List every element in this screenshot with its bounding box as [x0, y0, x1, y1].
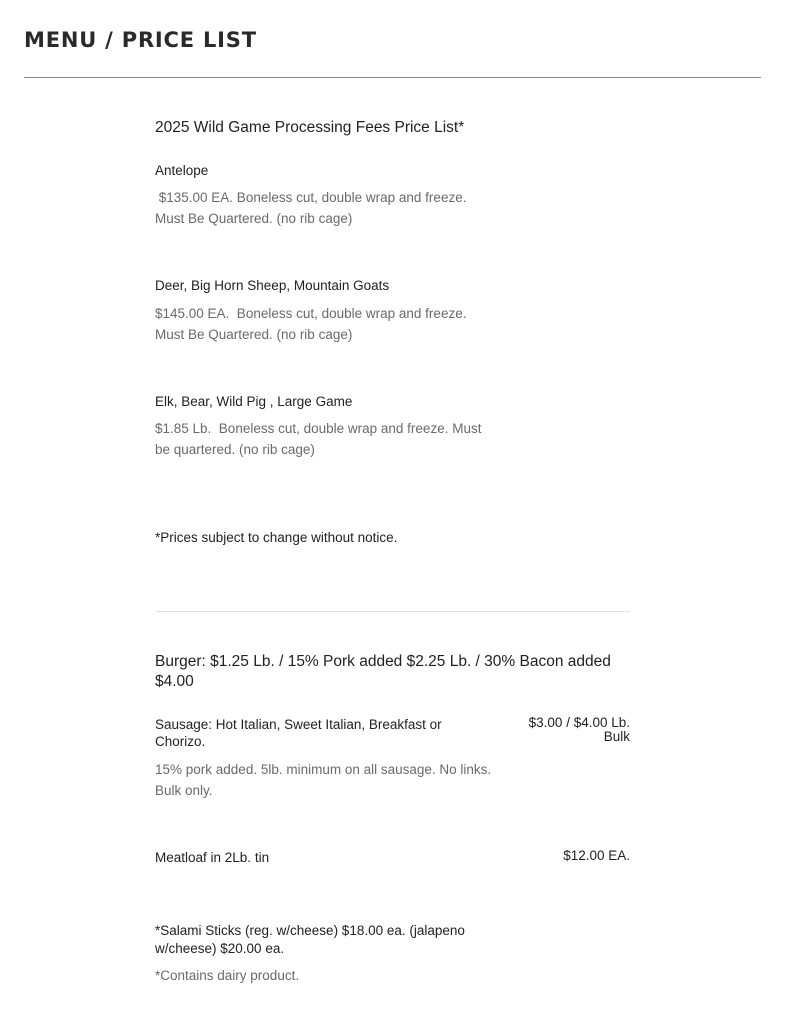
item-desc-sausage-line2: Bulk only.	[155, 783, 213, 798]
price-disclaimer: *Prices subject to change without notice.	[155, 530, 398, 545]
item-desc-deer-line1: $145.00 EA. Boneless cut, double wrap and freeze.	[155, 306, 467, 321]
page-title: MENU / PRICE LIST	[24, 28, 257, 52]
item-desc-elk-line2: be quartered. (no rib cage)	[155, 442, 315, 457]
item-name-meatloaf: Meatloaf in 2Lb. tin	[155, 850, 270, 865]
section-title-burger-line1: Burger: $1.25 Lb. / 15% Pork added $2.25 Lb. / 30% Bacon added	[155, 653, 611, 670]
item-name-antelope: Antelope	[155, 163, 209, 178]
section-divider	[155, 611, 630, 612]
section-title-burger-line2: $4.00	[155, 673, 194, 690]
item-desc-salami: *Contains dairy product.	[155, 968, 300, 983]
section-title-wild-game: 2025 Wild Game Processing Fees Price List*	[155, 119, 465, 136]
item-name-salami-line2: w/cheese) $20.00 ea.	[155, 941, 285, 956]
item-desc-sausage-line1: 15% pork added. 5lb. minimum on all sausage. No links.	[155, 762, 492, 777]
item-name-elk: Elk, Bear, Wild Pig , Large Game	[155, 394, 353, 409]
item-name-salami-line1: *Salami Sticks (reg. w/cheese) $18.00 ea. (jalapeno	[155, 923, 465, 938]
header-divider	[24, 77, 761, 78]
item-desc-antelope-line1: $135.00 EA. Boneless cut, double wrap and freeze.	[155, 190, 467, 205]
item-name-deer: Deer, Big Horn Sheep, Mountain Goats	[155, 278, 390, 293]
item-price-meatloaf: $12.00 EA.	[563, 848, 630, 863]
item-desc-deer-line2: Must Be Quartered. (no rib cage)	[155, 327, 353, 342]
item-price-sausage-line1: $3.00 / $4.00 Lb.	[528, 715, 630, 730]
item-price-sausage-line2: Bulk	[603, 729, 630, 744]
item-desc-elk-line1: $1.85 Lb. Boneless cut, double wrap and freeze. Must	[155, 421, 482, 436]
item-name-sausage-line2: Chorizo.	[155, 734, 206, 749]
item-desc-antelope-line2: Must Be Quartered. (no rib cage)	[155, 211, 353, 226]
item-name-sausage-line1: Sausage: Hot Italian, Sweet Italian, Breakfast or	[155, 717, 442, 732]
